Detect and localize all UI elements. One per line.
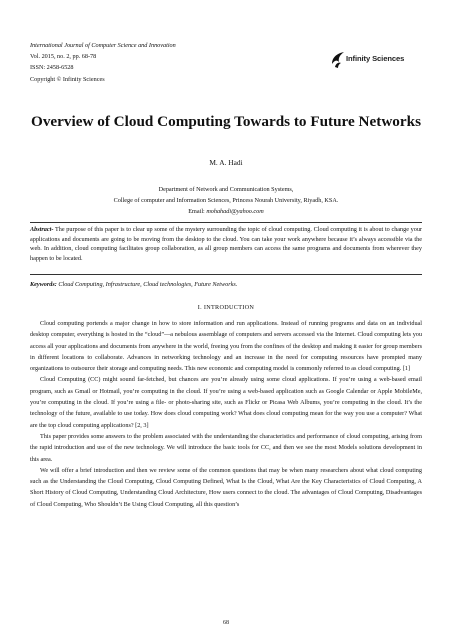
abstract-label: Abstract- bbox=[30, 226, 54, 233]
keywords-text: Cloud Computing, Infrastructure, Cloud technologies, Future Networks. bbox=[58, 281, 238, 288]
email-address[interactable]: mohahadi@yahoo.com bbox=[206, 208, 264, 215]
abstract-bottom-rule bbox=[30, 274, 422, 275]
affiliation-department: Department of Network and Communication Systems, bbox=[158, 186, 294, 193]
email-label: Email: bbox=[188, 208, 205, 215]
journal-header bbox=[30, 40, 330, 85]
author-name: M. A. Hadi bbox=[209, 158, 243, 167]
publisher-logo bbox=[330, 50, 430, 70]
body-paragraph: We will offer a brief introduction and then we review some of the common questions that may be when many researchers about what cloud computing such as the Understanding the Cloud Computing, Cloud Computing Defined, What Is the Cloud, What Are the Key Characteristics of Cloud Computing, A Short History of Cloud Computing, Understanding Cloud Architecture, How users connect to the cloud. The advantages of Cloud Computing, Disadvantages of Cloud Computing, Who Shouldn’t Be Using Cloud Computing, all this question’s bbox=[30, 466, 422, 508]
page-number: 68 bbox=[223, 620, 229, 626]
body-paragraph: Cloud Computing (CC) might sound far-fetched, but chances are you’re already using some cloud applications. If you’re using a web-based email program, such as Gmail or Hotmail, you’re computing in the cloud. If you’re using a web-based application such as Google Calendar or Apple MobileMe, you’re computing in the cloud. If you’re using a file- or photo-sharing site, such as Flickr or Picasa Web Albums, you’re computing in the cloud. It’s the technology of the future, available to use today. How does cloud computing work? What does cloud computing mean for the way you use a computer? What are the top cloud computing applications? [2, 3] bbox=[30, 376, 422, 429]
journal-issn: ISSN: 2458-6528 bbox=[30, 64, 74, 72]
publisher-logo-text: Infinity Sciences bbox=[346, 54, 405, 63]
journal-volume: Vol. 2015, no. 2, pp. 68-78 bbox=[30, 53, 97, 61]
affiliation-college: College of computer and Information Sciences, Princess Nourah University, Riyadh, KSA. bbox=[113, 197, 339, 204]
journal-copyright: Copyright © Infinity Sciences bbox=[30, 75, 105, 83]
abstract-text: The purpose of this paper is to clear up some of the mystery surrounding the topic of cloud computing. Cloud computing it is about to change your applications and documents are going to be moving from the desktop to the cloud. You can take your work anywhere because it’s always accessible via the web. In addition, cloud computing facilitates group collaboration, as all group members can access the same programs and documents from wherever they happen to be located. bbox=[30, 226, 422, 262]
journal-name: International Journal of Computer Science and Innovation bbox=[30, 42, 176, 49]
keywords bbox=[30, 281, 422, 288]
body-paragraph: This paper provides some answers to the problem associated with the understanding the characteristics and performance of cloud computing, arising from the rapid introduction and use of the new technology. We will introduce the basic tools for CC, and then we see the most Models solutions development in this area. bbox=[30, 432, 422, 463]
introduction-body bbox=[30, 318, 422, 510]
body-paragraph: Cloud computing portends a major change in how to store information and run applications. Instead of running programs and data on an individual desktop computer, everything is hosted in the “cloud”—a nebulous assemblage of computers and servers accessed via the Internet. Cloud computing lets you access all your applications and documents from anywhere in the world, freeing you from the confines of the desktop and making it easier for group members in different locations to collaborate. Advances in networking technology and an increase in the need for computing resources have prompted many organizations to outsource their storage and computing needs. This new economic and computing model is commonly referred to as cloud computing. [1] bbox=[30, 320, 422, 373]
author-email bbox=[30, 206, 422, 217]
keywords-label: Keywords: bbox=[30, 281, 57, 288]
abstract-top-rule bbox=[30, 222, 422, 223]
infinity-logo-icon bbox=[330, 50, 346, 70]
paper-title: Overview of Cloud Computing Towards to Future Networks bbox=[31, 113, 421, 130]
author-affiliation bbox=[30, 184, 422, 217]
abstract bbox=[30, 225, 422, 263]
section-heading-introduction: I. INTRODUCTION bbox=[197, 304, 255, 311]
